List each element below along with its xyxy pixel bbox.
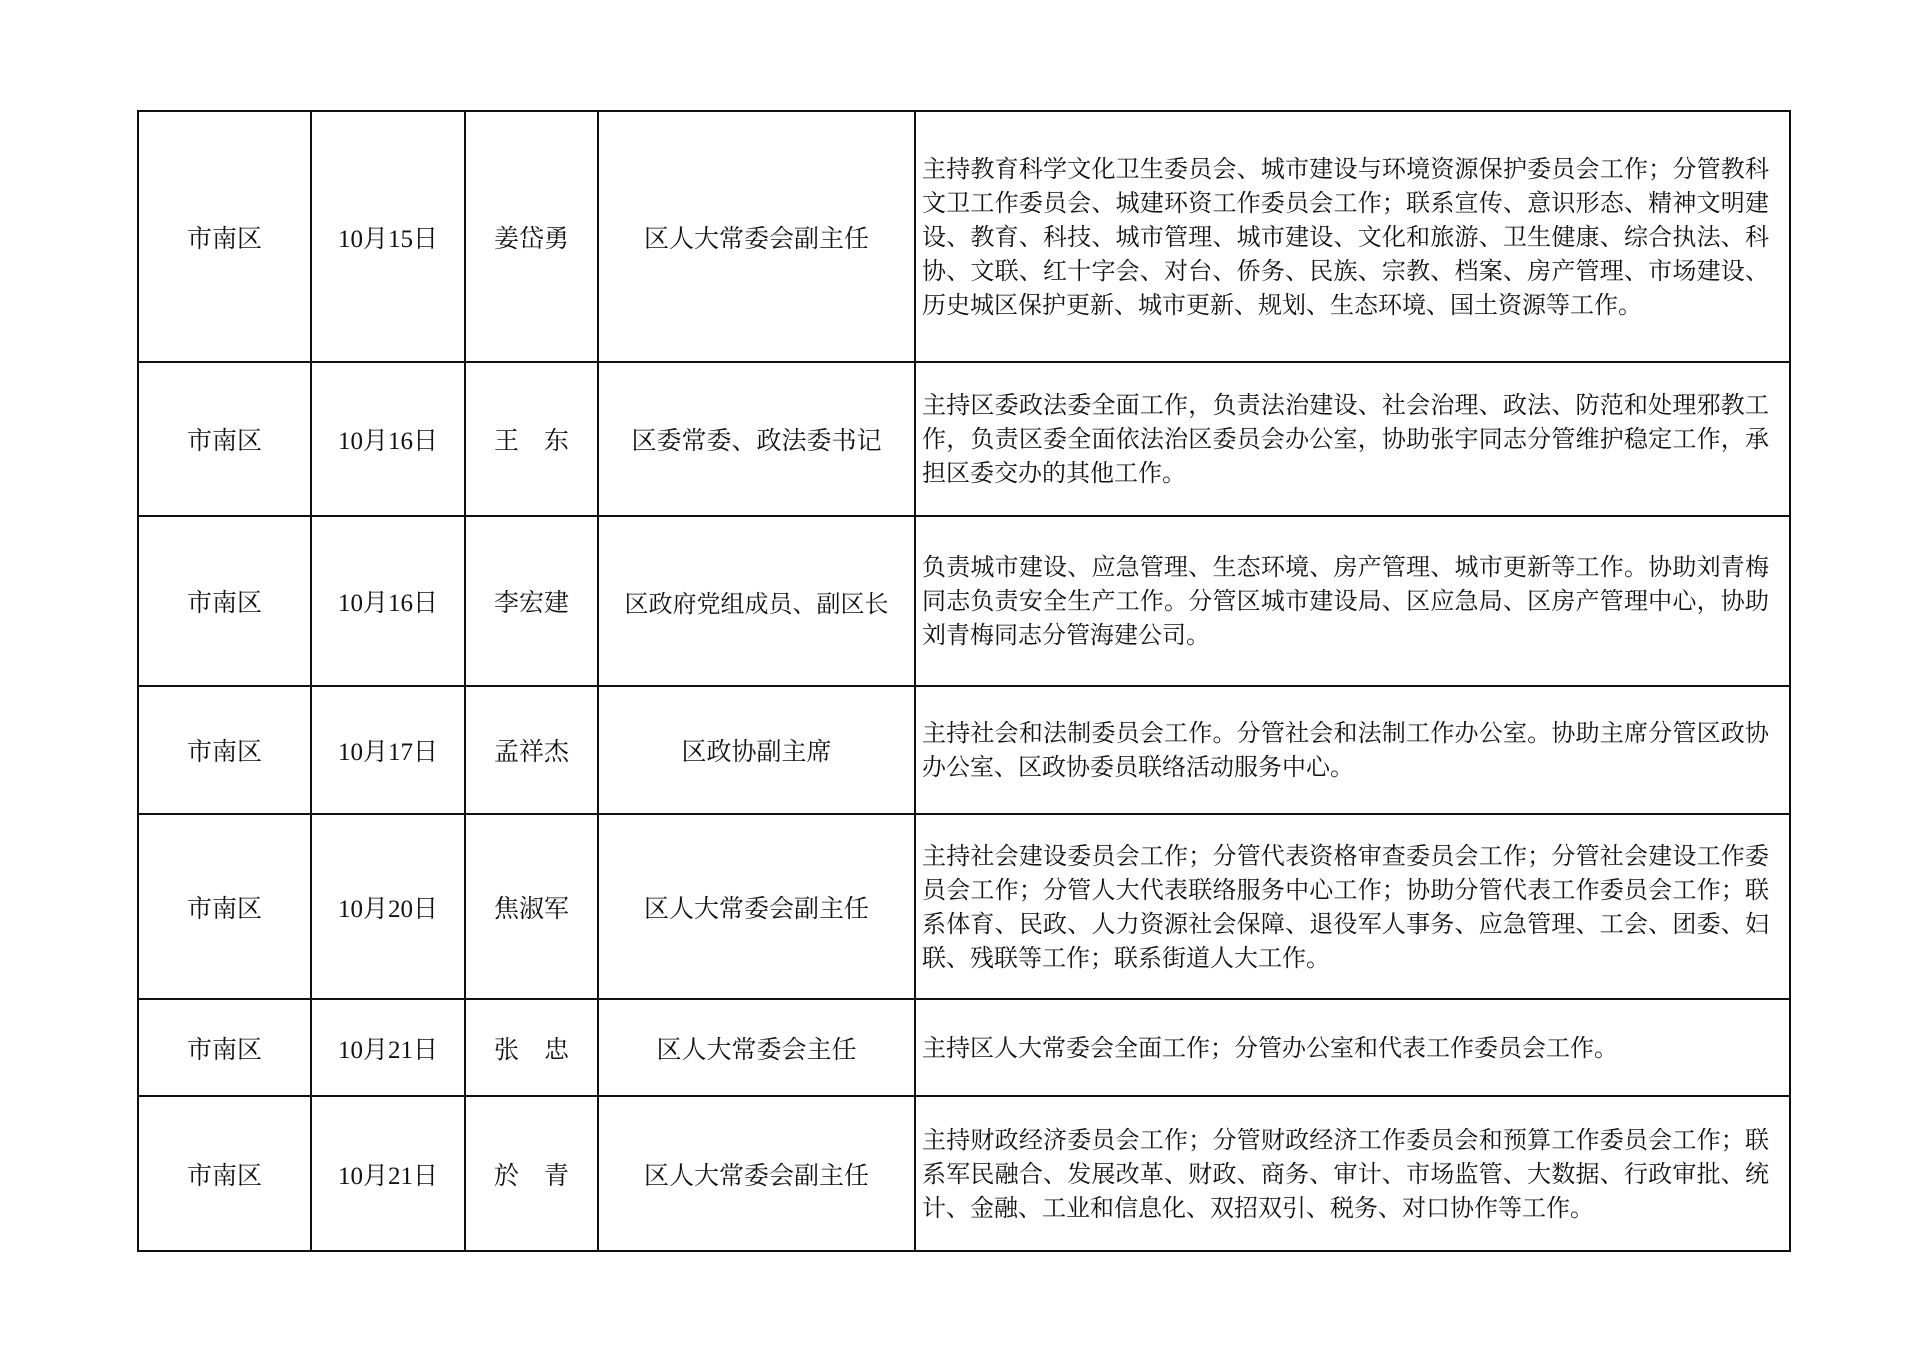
table-row: [138, 686, 1790, 814]
duties-cell: 主持财政经济委员会工作；分管财政经济工作委员会和预算工作委员会工作；联系军民融合、发展改革、财政、商务、审计、市场监管、大数据、行政审批、统计、金融、工业和信息化、双招双引、税务、对口协作等工作。: [915, 1096, 1790, 1251]
table-row: [138, 362, 1790, 516]
duties-cell: 主持区委政法委全面工作，负责法治建设、社会治理、政法、防范和处理邪教工作，负责区委全面依法治区委员会办公室，协助张宇同志分管维护稳定工作，承担区委交办的其他工作。: [915, 362, 1790, 516]
district-cell: 市南区: [138, 686, 311, 814]
date-cell: 10月21日: [311, 1096, 465, 1251]
position-cell: 区人大常委会主任: [598, 999, 915, 1096]
name-cell: 孟祥杰: [465, 686, 598, 814]
district-cell: 市南区: [138, 516, 311, 686]
name-cell: 张 忠: [465, 999, 598, 1096]
date-cell: 10月16日: [311, 362, 465, 516]
district-cell: 市南区: [138, 999, 311, 1096]
table-row: [138, 999, 1790, 1096]
district-cell: 市南区: [138, 814, 311, 999]
position-cell: 区政府党组成员、副区长: [598, 516, 915, 686]
date-cell: 10月20日: [311, 814, 465, 999]
position-cell: 区委常委、政法委书记: [598, 362, 915, 516]
date-cell: 10月21日: [311, 999, 465, 1096]
district-cell: 市南区: [138, 111, 311, 362]
district-cell: 市南区: [138, 362, 311, 516]
table-row: [138, 516, 1790, 686]
position-cell: 区政协副主席: [598, 686, 915, 814]
position-cell: 区人大常委会副主任: [598, 1096, 915, 1251]
duties-cell: 主持社会和法制委员会工作。分管社会和法制工作办公室。协助主席分管区政协办公室、区政协委员联络活动服务中心。: [915, 686, 1790, 814]
duties-cell: 主持社会建设委员会工作；分管代表资格审查委员会工作；分管社会建设工作委员会工作；分管人大代表联络服务中心工作；协助分管代表工作委员会工作；联系体育、民政、人力资源社会保障、退役军人事务、应急管理、工会、团委、妇联、残联等工作；联系街道人大工作。: [915, 814, 1790, 999]
duties-cell: 负责城市建设、应急管理、生态环境、房产管理、城市更新等工作。协助刘青梅同志负责安全生产工作。分管区城市建设局、区应急局、区房产管理中心，协助刘青梅同志分管海建公司。: [915, 516, 1790, 686]
district-cell: 市南区: [138, 1096, 311, 1251]
table-row: [138, 814, 1790, 999]
name-cell: 王 东: [465, 362, 598, 516]
name-cell: 李宏建: [465, 516, 598, 686]
date-cell: 10月16日: [311, 516, 465, 686]
leader-reception-table: [137, 110, 1791, 1252]
name-cell: 焦淑军: [465, 814, 598, 999]
duties-cell: 主持教育科学文化卫生委员会、城市建设与环境资源保护委员会工作；分管教科文卫工作委员会、城建环资工作委员会工作；联系宣传、意识形态、精神文明建设、教育、科技、城市管理、城市建设、文化和旅游、卫生健康、综合执法、科协、文联、红十字会、对台、侨务、民族、宗教、档案、房产管理、市场建设、历史城区保护更新、城市更新、规划、生态环境、国土资源等工作。: [915, 111, 1790, 362]
duties-cell: 主持区人大常委会全面工作；分管办公室和代表工作委员会工作。: [915, 999, 1790, 1096]
date-cell: 10月15日: [311, 111, 465, 362]
name-cell: 姜岱勇: [465, 111, 598, 362]
date-cell: 10月17日: [311, 686, 465, 814]
table-row: [138, 1096, 1790, 1251]
position-cell: 区人大常委会副主任: [598, 111, 915, 362]
name-cell: 於 青: [465, 1096, 598, 1251]
position-cell: 区人大常委会副主任: [598, 814, 915, 999]
table-row: [138, 111, 1790, 362]
